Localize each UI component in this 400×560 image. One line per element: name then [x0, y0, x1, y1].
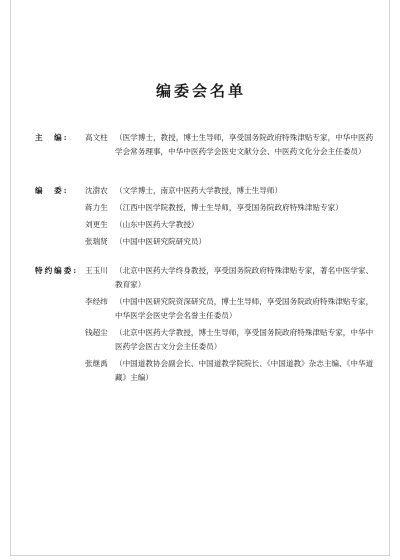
member-description: （山东中医药大学教授）	[115, 220, 199, 229]
member-entry	[85, 184, 385, 198]
member-name: 王玉川	[85, 266, 108, 275]
page-title: 编委会名单	[155, 82, 246, 100]
member-entry	[85, 264, 385, 292]
section-chief-editor	[35, 131, 385, 162]
member-name: 钱超尘	[85, 328, 108, 337]
member-entry	[85, 295, 385, 323]
section-special-editors	[35, 264, 385, 388]
section-label-special-editors: 特约编委:	[35, 266, 79, 275]
section-editorial-board	[35, 184, 385, 252]
member-name: 刘更生	[85, 220, 108, 229]
member-description: （中国道教协会副会长、中国道教学院院长、《中国道教》杂志主编、《中华道藏》主编）	[115, 359, 374, 382]
member-description: （中国中医研究院研究员）	[115, 237, 207, 246]
member-entry	[85, 131, 385, 159]
member-description: （文学博士，南京中医药大学教授，博士生导师）	[115, 186, 283, 195]
member-description: （北京中医药大学教授，博士生导师，享受国务院政府特殊津贴专家，中华中医药学会医古文分会主任委员）	[115, 328, 374, 351]
member-description: （医学博士，教授，博士生导师，享受国务院政府特殊津贴专家，中华中医药学会常务理事，中华中医药学会医史文献分会、中医药文化分会主任委员）	[115, 133, 374, 156]
member-name: 张继禹	[85, 359, 108, 368]
member-name: 张瑞贤	[85, 237, 108, 246]
member-entry	[85, 235, 385, 249]
member-entry	[85, 218, 385, 232]
member-name: 高文柱	[85, 133, 108, 142]
document-page	[10, 0, 390, 556]
section-label-editorial-board: 编 委:	[35, 186, 69, 195]
member-name: 蒋力生	[85, 203, 108, 212]
member-name: 李经纬	[85, 297, 108, 306]
member-entry	[85, 201, 385, 215]
member-entry	[85, 357, 385, 385]
member-name: 沈澍农	[85, 186, 108, 195]
section-label-chief-editor: 主 编:	[35, 133, 69, 142]
member-entry	[85, 326, 385, 354]
member-description: （江西中医学院教授，博士生导师，享受国务院政府特殊津贴专家）	[115, 203, 343, 212]
member-description: （中国中医研究院资深研究员，博士生导师，享受国务院政府特殊津贴专家，中华医学会医史学会名誉主任委员）	[115, 297, 374, 320]
member-description: （北京中医药大学终身教授，享受国务院政府特殊津贴专家，著名中医学家、教育家）	[115, 266, 374, 289]
